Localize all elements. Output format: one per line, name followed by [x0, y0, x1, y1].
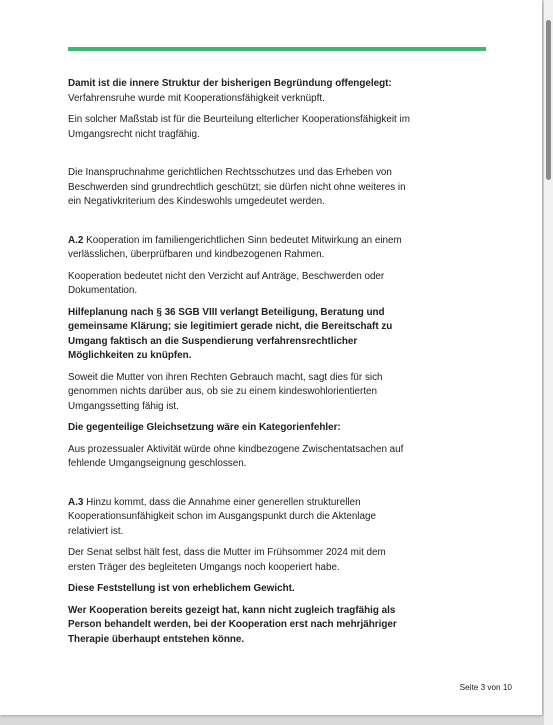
paragraph-lead-bold: Damit ist die innere Struktur der bisherigen Begründung offengelegt:	[68, 78, 392, 89]
section-label-a2: A.2	[68, 234, 84, 246]
paragraph-mother-rights: Soweit die Mutter von ihren Rechten Gebrauch macht, sagt dies für sich genommen nichts darüber aus, ob sie zu einem kindeswohlorientierten Umgangssetting fähig ist.	[68, 371, 383, 412]
paragraph-senate-finding: Der Senat selbst hält fest, dass die Mutter im Frühsommer 2024 mit dem ersten Träger des begleiteten Umgangs noch kooperiert habe.	[68, 547, 386, 573]
document-body	[68, 77, 413, 647]
page-number: Seite 3 von 10	[459, 683, 512, 692]
paragraph-hilfeplanung: Hilfeplanung nach § 36 SGB VIII verlangt Beteiligung, Beratung und gemeinsame Klärung; sie legitimiert gerade nicht, die Bereitschaft zu Umgang faktisch an die Suspendierung verfahrensrechtlicher Möglichkeiten zu knüpfen.	[68, 306, 393, 361]
paragraph-text: Verfahrensruhe wurde mit Kooperationsfähigkeit verknüpft.	[68, 92, 325, 104]
section-label-a3: A.3	[68, 496, 84, 508]
paragraph-conclusion: Wer Kooperation bereits gezeigt hat, kann nicht zugleich tragfähig als Person behandelt werden, bei der Kooperation erst nach mehrjähriger Therapie überhaupt entstehen könne.	[68, 604, 397, 645]
paragraph-standard-not-viable: Ein solcher Maßstab ist für die Beurteilung elterlicher Kooperationsfähigkeit im Umgangsrecht nicht tragfähig.	[68, 114, 410, 140]
paragraph-procedural-activity: Aus prozessualer Aktivität würde ohne kindbezogene Zwischentatsachen auf fehlende Umgangseignung geschlossen.	[68, 443, 404, 469]
scrollbar-thumb[interactable]	[546, 20, 551, 180]
paragraph-a2	[68, 234, 413, 263]
paragraph-significance: Diese Feststellung ist von erheblichem Gewicht.	[68, 583, 295, 594]
vertical-scrollbar[interactable]	[544, 0, 553, 725]
header-accent-rule	[68, 47, 486, 51]
section-text-a2: Kooperation im familiengerichtlichen Sinn bedeutet Mitwirkung an einem verlässlichen, überprüfbaren und kindbezogenen Rahmen.	[68, 234, 402, 260]
section-text-a3: Hinzu kommt, dass die Annahme einer generellen strukturellen Kooperationsunfähigkeit schon im Ausgangspunkt durch die Aktenlage relativiert ist.	[68, 496, 376, 537]
paragraph-structure-summary	[68, 77, 413, 106]
paragraph-category-error: Die gegenteilige Gleichsetzung wäre ein Kategorienfehler:	[68, 422, 341, 433]
paragraph-a3	[68, 496, 413, 540]
paragraph-cooperation-meaning: Kooperation bedeutet nicht den Verzicht auf Anträge, Beschwerden oder Dokumentation.	[68, 270, 385, 296]
paragraph-legal-protection: Die Inanspruchnahme gerichtlichen Rechtsschutzes und das Erheben von Beschwerden sind grundrechtlich geschützt; sie dürfen nicht ohne weiteres in ein Negativkriterium des Kindeswohls umgedeutet werden.	[68, 167, 406, 207]
